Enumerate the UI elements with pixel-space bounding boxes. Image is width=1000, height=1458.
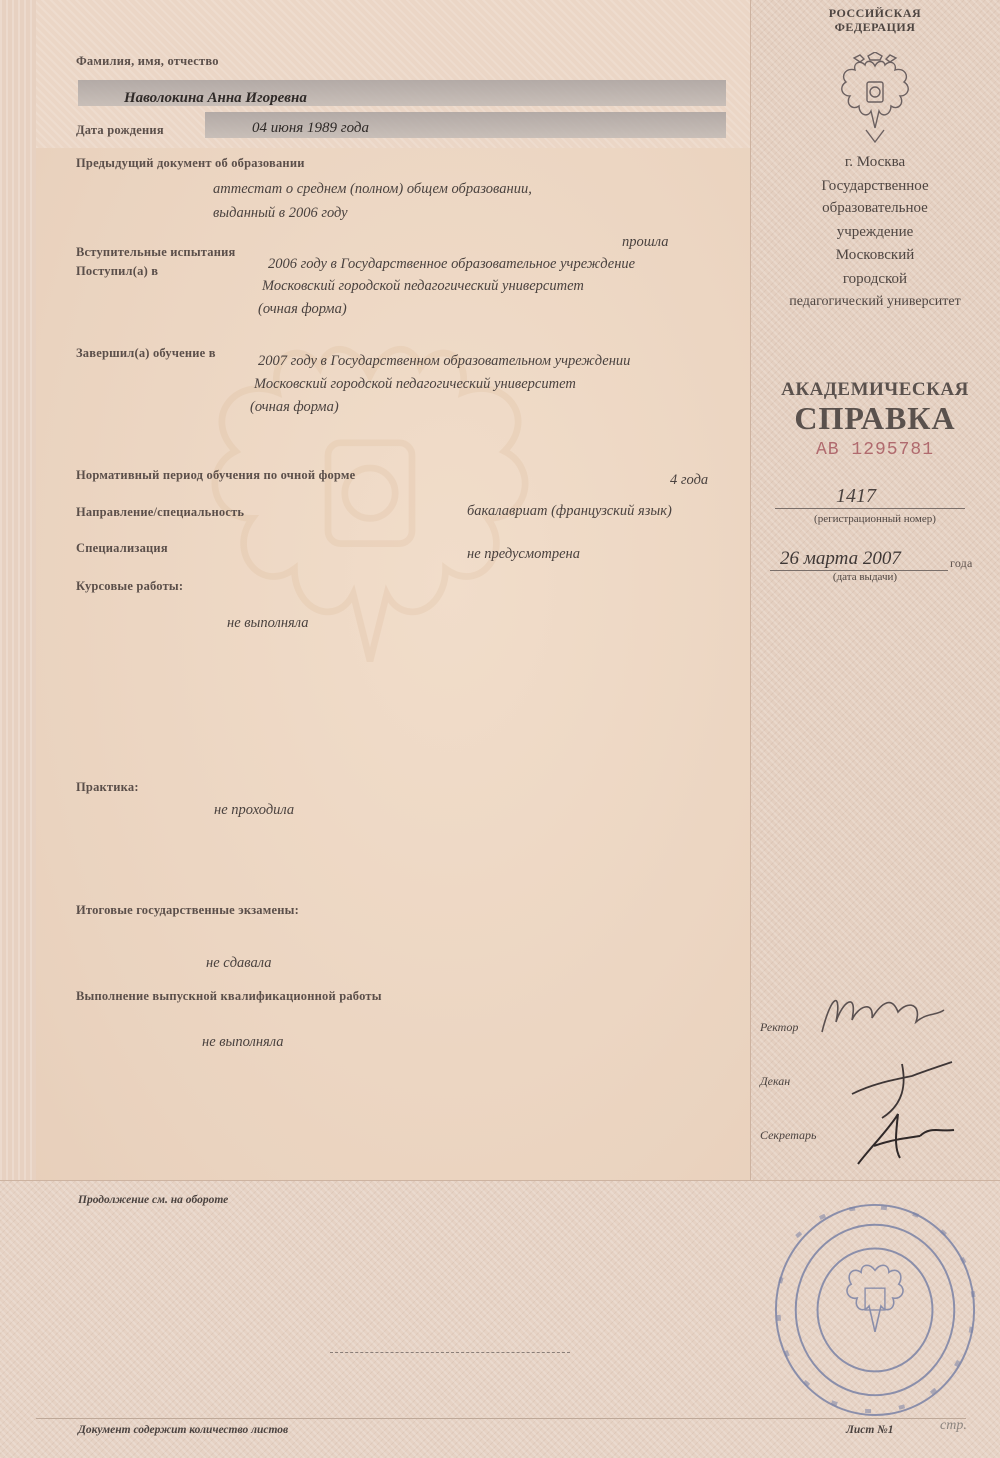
specialization-value: не предусмотрена: [467, 546, 580, 562]
admitted-line3: (очная форма): [258, 301, 347, 317]
practice-value: не проходила: [214, 802, 295, 818]
left-border-pattern: [0, 0, 36, 1180]
coursework-label: Курсовые работы:: [76, 579, 184, 593]
specialization-label: Специализация: [76, 541, 168, 555]
completed-line3: (очная форма): [250, 399, 339, 415]
practice-label: Практика:: [76, 780, 139, 794]
institution-line4: Московский: [835, 247, 915, 263]
footer-rule: [36, 1418, 966, 1419]
certificate-title2: СПРАВКА: [794, 400, 956, 436]
secretary-signature-icon: [850, 1108, 960, 1168]
name-value: Наволокина Анна Игоревна: [124, 90, 307, 106]
institution-line3: учреждение: [836, 224, 914, 240]
sheet-mark: стр.: [940, 1418, 967, 1433]
completed-line2: Московский городской педагогический университет: [254, 376, 576, 392]
prev-doc-line1: аттестат о среднем (полном) общем образовании,: [213, 181, 532, 197]
admitted-line2: Московский городской педагогический университет: [262, 278, 584, 294]
exams-value: не сдавала: [206, 955, 272, 971]
continued-note: Продолжение см. на обороте: [78, 1194, 229, 1206]
certificate-title1: АКАДЕМИЧЕСКАЯ: [781, 379, 969, 400]
period-value: 4 года: [670, 472, 709, 488]
prev-doc-line2: выданный в 2006 году: [213, 205, 348, 221]
thesis-value: не выполняла: [202, 1034, 284, 1050]
sheets-note: Документ содержит количество листов: [78, 1424, 289, 1436]
issue-date-value: 26 марта 2007: [780, 548, 901, 569]
certificate-number: АВ 1295781: [815, 440, 935, 460]
birth-value: 04 июня 1989 года: [252, 120, 369, 136]
entrance-value: прошла: [622, 234, 669, 250]
institution-line2: образовательное: [822, 200, 928, 216]
entrance-label: Вступительные испытания: [76, 245, 236, 259]
thesis-label: Выполнение выпускной квалификационной работы: [76, 989, 382, 1003]
issue-date-label: (дата выдачи): [832, 571, 898, 583]
official-seal-icon: [766, 1192, 984, 1422]
rector-label: Ректор: [760, 1020, 799, 1034]
footer-dashed-line: [330, 1352, 570, 1353]
direction-value: бакалавриат (французский язык): [467, 503, 672, 519]
coat-of-arms-icon: [832, 52, 918, 144]
institution-line6: педагогический университет: [789, 294, 961, 309]
institution-line1: Государственное: [821, 178, 929, 194]
institution-city: г. Москва: [844, 154, 906, 170]
rector-signature-icon: [812, 982, 952, 1042]
institution-line5: городской: [842, 271, 908, 287]
country-line1: РОССИЙСКАЯ: [828, 6, 922, 20]
sheet-number: Лист №1: [846, 1424, 894, 1436]
exams-label: Итоговые государственные экзамены:: [76, 903, 299, 917]
birth-label: Дата рождения: [76, 123, 164, 137]
reg-number-line: [775, 508, 965, 509]
completed-label: Завершил(а) обучение в: [76, 346, 216, 360]
issue-date-suffix: года: [950, 556, 973, 570]
reg-number-value: 1417: [836, 485, 876, 507]
direction-label: Направление/специальность: [76, 505, 245, 519]
coursework-value: не выполняла: [227, 615, 309, 631]
completed-line1: 2007 году в Государственном образовательном учреждении: [258, 353, 631, 369]
secretary-label: Секретарь: [760, 1128, 817, 1142]
admitted-label: Поступил(а) в: [76, 264, 159, 278]
admitted-line1: 2006 году в Государственное образовательное учреждение: [268, 256, 636, 272]
prev-doc-label: Предыдущий документ об образовании: [76, 156, 305, 170]
period-label: Нормативный период обучения по очной форме: [76, 468, 356, 482]
country-line2: ФЕДЕРАЦИЯ: [834, 20, 916, 34]
dean-label: Декан: [760, 1074, 791, 1088]
name-label: Фамилия, имя, отчество: [76, 54, 219, 68]
reg-number-label: (регистрационный номер): [814, 513, 936, 525]
